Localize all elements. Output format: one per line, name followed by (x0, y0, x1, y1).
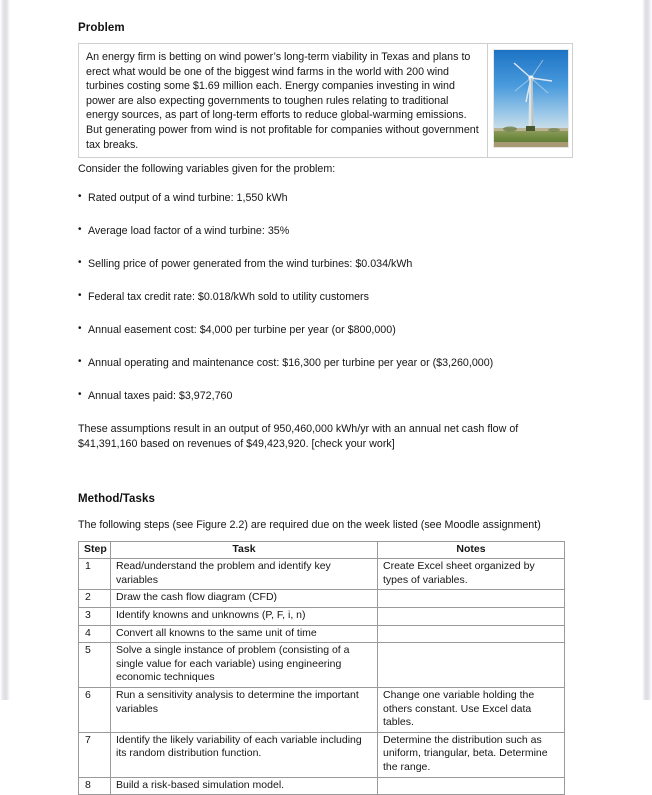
list-item: • Annual operating and maintenance cost: $16,300 per turbine per year or ($3,260,000) (78, 356, 574, 370)
cell-task: Draw the cash flow diagram (CFD) (111, 590, 378, 608)
cell-notes (378, 590, 565, 608)
cell-notes (378, 625, 565, 643)
cell-task: Read/understand the problem and identify key variables (111, 559, 378, 590)
problem-figure-cell (488, 44, 574, 157)
cell-step: 1 (79, 559, 111, 590)
cell-step: 8 (79, 777, 111, 795)
method-section (78, 493, 574, 795)
cell-task: Identify the likely variability of each variable including its random distribution function. (111, 732, 378, 777)
page-left-edge (0, 0, 10, 700)
table-row (79, 688, 565, 733)
cell-task: Identify knowns and unknowns (P, F, i, n) (111, 608, 378, 626)
cell-step: 3 (79, 608, 111, 626)
cell-notes (378, 777, 565, 795)
table-header-row (79, 541, 565, 559)
table-row (79, 777, 565, 795)
page-right-edge (642, 0, 652, 700)
cell-notes (378, 643, 565, 688)
list-item: • Selling price of power generated from the wind turbines: $0.034/kWh (78, 257, 574, 271)
cell-step: 6 (79, 688, 111, 733)
method-heading: Method/Tasks (78, 492, 156, 505)
wind-turbine-photo (493, 49, 569, 148)
problem-box (78, 43, 573, 158)
table-row (79, 608, 565, 626)
document-page (10, 0, 642, 791)
cell-task: Run a sensitivity analysis to determine the important variables (111, 688, 378, 733)
column-header-notes: Notes (378, 541, 565, 559)
table-row (79, 625, 565, 643)
table-row (79, 732, 565, 777)
table-row (79, 643, 565, 688)
problem-lead-in: Consider the following variables given for the problem: (78, 163, 336, 176)
list-item: • Rated output of a wind turbine: 1,550 kWh (78, 191, 574, 205)
cell-notes (378, 608, 565, 626)
list-item: • Annual taxes paid: $3,972,760 (78, 389, 574, 403)
list-item: • Federal tax credit rate: $0.018/kWh sold to utility customers (78, 290, 574, 304)
cell-step: 5 (79, 643, 111, 688)
column-header-task: Task (111, 541, 378, 559)
cell-step: 4 (79, 625, 111, 643)
column-header-step: Step (79, 541, 111, 559)
cell-notes: Determine the distribution such as uniform, triangular, beta. Determine the range. (378, 732, 565, 777)
problem-summary: These assumptions result in an output of 950,460,000 kWh/yr with an annual net cash flow of $41,391,160 based on revenues of $49,423,920. [check your work] (78, 422, 519, 451)
problem-heading: Problem (78, 22, 125, 34)
table-row (79, 590, 565, 608)
cell-task: Convert all knowns to the same unit of time (111, 625, 378, 643)
list-item: • Annual easement cost: $4,000 per turbine per year (or $800,000) (78, 323, 574, 337)
cell-task: Build a risk-based simulation model. (111, 777, 378, 795)
method-intro: The following steps (see Figure 2.2) are required due on the week listed (see Moodle assignment) (78, 518, 541, 531)
cell-notes: Create Excel sheet organized by types of variables. (378, 559, 565, 590)
cell-task: Solve a single instance of problem (consisting of a single value for each variable) using engineering economic techniques (111, 643, 378, 688)
cell-notes: Change one variable holding the others constant. Use Excel data tables. (378, 688, 565, 733)
steps-table (78, 541, 565, 795)
list-item: • Average load factor of a wind turbine: 35% (78, 224, 574, 238)
problem-box-text: An energy firm is betting on wind power’s long-term viability in Texas and plans to erect what would be one of the biggest wind farms in the world with 200 wind turbines costing some $1.69 million each. Energy companies investing in wind power are also expecting governments to toughen rules relating to traditional energy sources, as part of long-term efforts to reduce global-warming emissions. But generating power from wind is not profitable for companies without government tax breaks. (79, 44, 488, 157)
variables-list (78, 191, 574, 403)
cell-step: 7 (79, 732, 111, 777)
document-content (78, 22, 574, 795)
cell-step: 2 (79, 590, 111, 608)
table-row (79, 559, 565, 590)
